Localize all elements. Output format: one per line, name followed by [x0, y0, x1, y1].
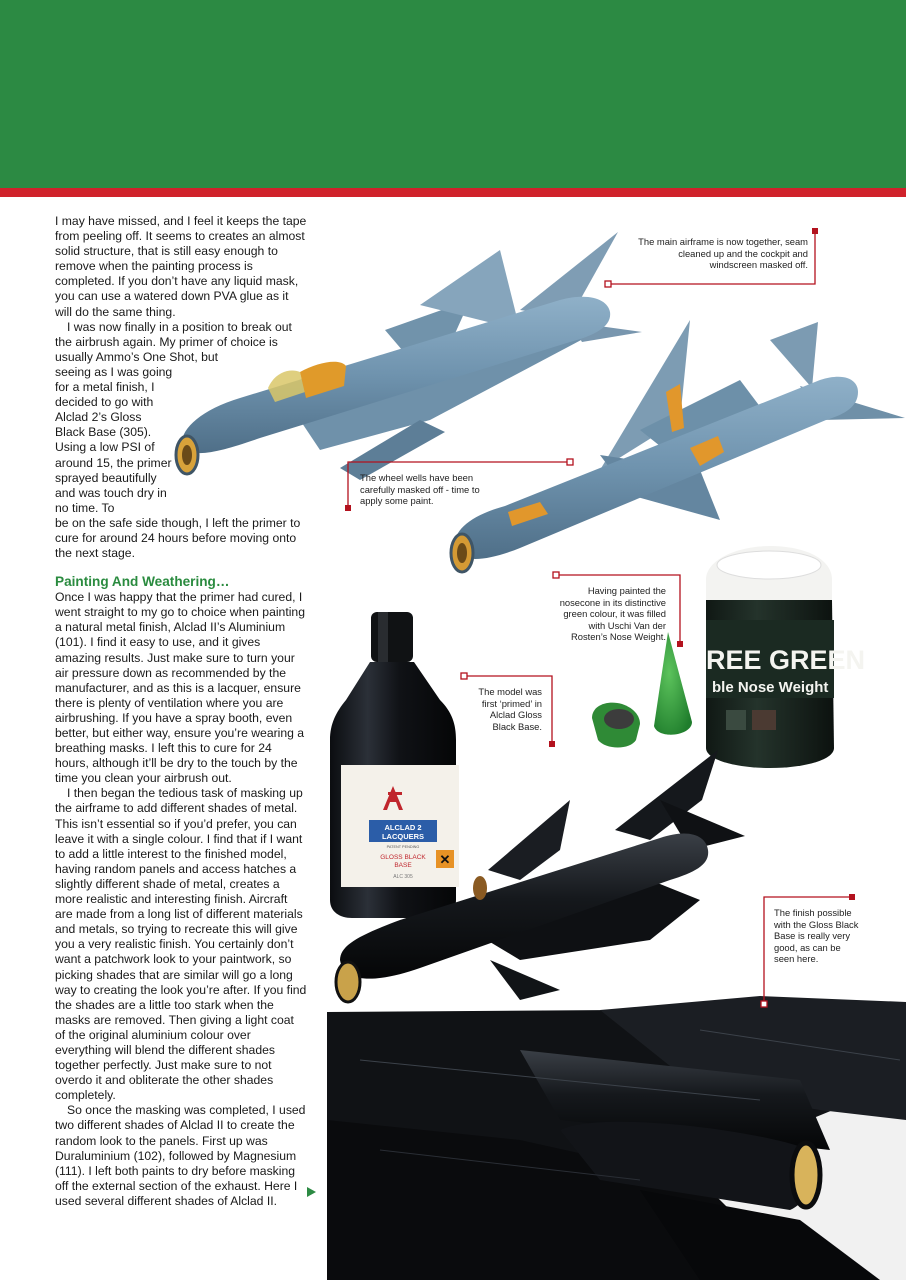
section-heading: Painting And Weathering… [55, 574, 230, 590]
paragraph-1: I may have missed, and I feel it keeps the tape from peeling off. It seems to creates an almost solid structure, that is still easy enough to remove when the painting process is completed. If you don’t have any liquid mask, you can use a watered down PVA glue as it will do the same thing. [55, 214, 307, 319]
bottle-code: ALC 305 [393, 874, 413, 880]
green-nosecones [592, 632, 692, 748]
paragraph-3: Once I was happy that the primer had cured, I went straight to my go to choice when painting a natural metal finish, Alclad II’s Aluminium (101). I find it easy to use, and it gives amazing results. Just make sure to turn your air pressure down as recommended by the manufacturer, and as this is a lacquer, ensure there is plenty of ventilation where you are airbrushing. If you have a spray booth, even better, but either way, ensure you’re wearing a breathing masks. I left this to cure for 24 hours, although it’ll be dry to the touch by the time you clean your airbrush out. [55, 590, 305, 786]
jar-label-1: REE GREEN [706, 645, 866, 675]
caption-main-airframe: The main airframe is now together, seam cleaned up and the cockpit and windscreen masked off. [638, 236, 808, 271]
caption-primed: The model was first ‘primed’ in Alclad Gloss Black Base. [478, 686, 542, 732]
jar-label-2: ble Nose Weight [712, 679, 829, 696]
bottle-patent: PATENT PENDING [386, 845, 420, 849]
bottle-brand-1: ALCLAD 2 [384, 823, 422, 832]
paragraph-5: So once the masking was completed, I used two different shades of Alclad II to create the random look to the panels. First up was Duraluminium (102), followed by Magnesium (111). I left both paints to dry before masking off the external section of the exhaust. Here I used several different shades of Alclad II. [55, 1103, 306, 1208]
svg-text:✕: ✕ [439, 852, 451, 867]
article-body [55, 214, 307, 1209]
end-of-article-arrow [307, 1187, 316, 1197]
paragraph-2-narrow: seeing as I was going for a metal finish, I decided to go with Alclad 2’s Gloss Black Base (305). Using a low PSI of around 15, the primer sprayed beautifully and was touch dry in no time. To [55, 364, 173, 515]
bottle-product-2: BASE [394, 862, 412, 869]
bottle-brand-2: LACQUERS [381, 832, 425, 841]
paragraph-4: I then began the tedious task of masking up the airframe to add different shades of metal. This isn’t essential so if you’d prefer, you can leave it with a single colour. I find that if I want to add a little interest to the finished model, having random panels and access hatches a slightly different shade of metal, creates a more realistic and interesting finish. Aircraft are made from a long list of different materials and metals, so trying to recreate this will give you a very realistic finish. You certainly don’t want a patchwork look to your paintwork, so picking shades that are similar will go a long way to creating the look you’re after. If you find the shades are a little too stark when the masks are removed. Then giving a light coat of the original aluminium colour over everything will blend the different shades together perfectly. Just make sure to not overdo it and obliterate the other shades completely. [55, 786, 307, 1103]
caption-finish: The finish possible with the Gloss Black Base is really very good, as can be seen here. [774, 907, 859, 965]
caption-wheel-wells: The wheel wells have been carefully masked off - time to apply some paint. [360, 472, 480, 507]
caption-nosecone: Having painted the nosecone in its distinctive green colour, it was filled with Uschi Van der Rosten’s Nose Weight. [559, 585, 666, 643]
alclad-bottle [330, 612, 459, 918]
bottle-product-1: GLOSS BLACK [380, 854, 426, 861]
paragraph-2-tail: be on the safe side though, I left the primer to cure for around 24 hours before moving onto the next stage. [55, 515, 301, 561]
black-closeup [327, 996, 906, 1280]
paragraph-2-intro: I was now finally in a position to break out the airbrush again. My primer of choice is usually Ammo’s One Shot, but [55, 319, 292, 364]
